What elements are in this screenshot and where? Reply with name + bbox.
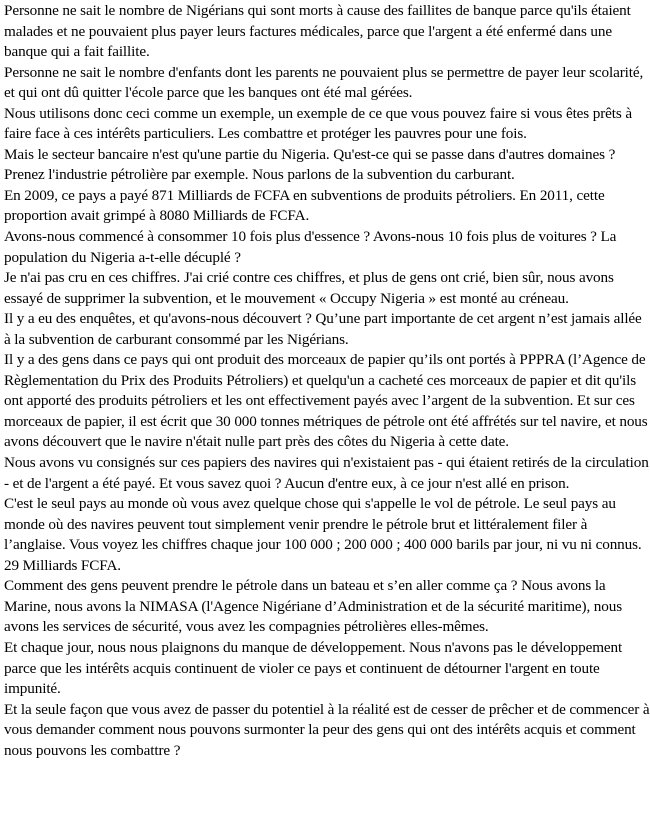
- paragraph-pppra-papers: Il y a des gens dans ce pays qui ont produit des morceaux de papier qu’ils ont portés à PPPRA (l’Agence de Règlementation du Prix des Produits Pétroliers) et quelqu'un a cacheté ces morceaux de papier et dit qu'ils ont apporté des produits pétroliers et les ont effectivement payés avec l’argent de la subvention. Et sur ces morceaux de papier, il est écrit que 30 000 tonnes métriques de pétrole ont été affrétés sur tel navire, et nous avons découvert que le navire n'était nulle part près des côtes du Nigeria à cette date.: [4, 351, 648, 451]
- paragraph-oil-industry: Prenez l'industrie pétrolière par exemple. Nous parlons de la subvention du carburant.: [4, 166, 515, 184]
- paragraph-navy-nimasa: Comment des gens peuvent prendre le pétrole dans un bateau et s’en aller comme ça ? Nous avons la Marine, nous avons la NIMASA (l'Agence Nigériane d’Administration et de la sécurité maritime), nous avons les services de sécurité, vous avez les compagnies pétrolières elles-mêmes.: [4, 577, 623, 636]
- paragraph-other-sectors: Mais le secteur bancaire n'est qu'une partie du Nigeria. Qu'est-ce qui se passe dans d'autres domaines ?: [4, 145, 616, 163]
- paragraph-example: Nous utilisons donc ceci comme un exemple, un exemple de ce que vous pouvez faire si vous êtes prêts à faire face à ces intérêts particuliers. Les combattre et protéger les pauvres pour une fois.: [4, 104, 632, 143]
- paragraph-oil-theft: C'est le seul pays au monde où vous avez quelque chose qui s'appelle le vol de pétrole. Le seul pays au monde où des navires peuvent tout simplement venir prendre le pétrole brut et littéralement filer à l’anglaise. Vous voyez les chiffres chaque jour 100 000 ; 200 000 ; 400 000 barils par jour, ni vu ni connus. 29 Milliards FCFA.: [4, 495, 642, 574]
- paragraph-bank-deaths: Personne ne sait le nombre de Nigérians qui sont morts à cause des faillites de banque parce qu'ils étaient malades et ne pouvaient plus payer leurs factures médicales, parce que l'argent a été enfermé dans une banque qui a fait faillite.: [4, 2, 631, 61]
- paragraph-ghost-ships: Nous avons vu consignés sur ces papiers des navires qui n'existaient pas - qui étaient retirés de la circulation - et de l'argent a été payé. Et vous savez quoi ? Aucun d'entre eux, à ce jour n'est allé en prison.: [4, 454, 649, 492]
- paragraph-subsidy-figures: En 2009, ce pays a payé 871 Milliards de FCFA en subventions de produits pétroliers. En 2011, cette proportion avait grimpé à 8080 Milliards de FCFA.: [4, 186, 605, 225]
- paragraph-conclusion: Et la seule façon que vous avez de passer du potentiel à la réalité est de cesser de prêcher et de commencer à vous demander comment nous pouvons surmonter la peur des gens qui ont des intérêts acquis et comment nous pouvons les combattre ?: [4, 700, 650, 759]
- paragraph-occupy-nigeria: Je n'ai pas cru en ces chiffres. J'ai crié contre ces chiffres, et plus de gens ont crié, bien sûr, nous avons essayé de supprimer la subvention, et le mouvement « Occupy Nigeria » est monté au créneau.: [4, 269, 614, 307]
- paragraph-investigations: Il y a eu des enquêtes, et qu'avons-nous découvert ? Qu’une part importante de cet argent n’est jamais allée à la subvention de carburant consommé par les Nigérians.: [4, 310, 642, 348]
- paragraph-development: Et chaque jour, nous nous plaignons du manque de développement. Nous n'avons pas le développement parce que les intérêts acquis continuent de violer ce pays et continuent de détourner l'argent en toute impunité.: [4, 638, 623, 698]
- paragraph-consumption-questions: Avons-nous commencé à consommer 10 fois plus d'essence ? Avons-nous 10 fois plus de voitures ? La population du Nigeria a-t-elle décuplé ?: [4, 228, 617, 266]
- paragraph-children-school: Personne ne sait le nombre d'enfants dont les parents ne pouvaient plus se permettre de payer leur scolarité, et qui ont dû quitter l'école parce que les banques ont été mal gérées.: [4, 63, 644, 102]
